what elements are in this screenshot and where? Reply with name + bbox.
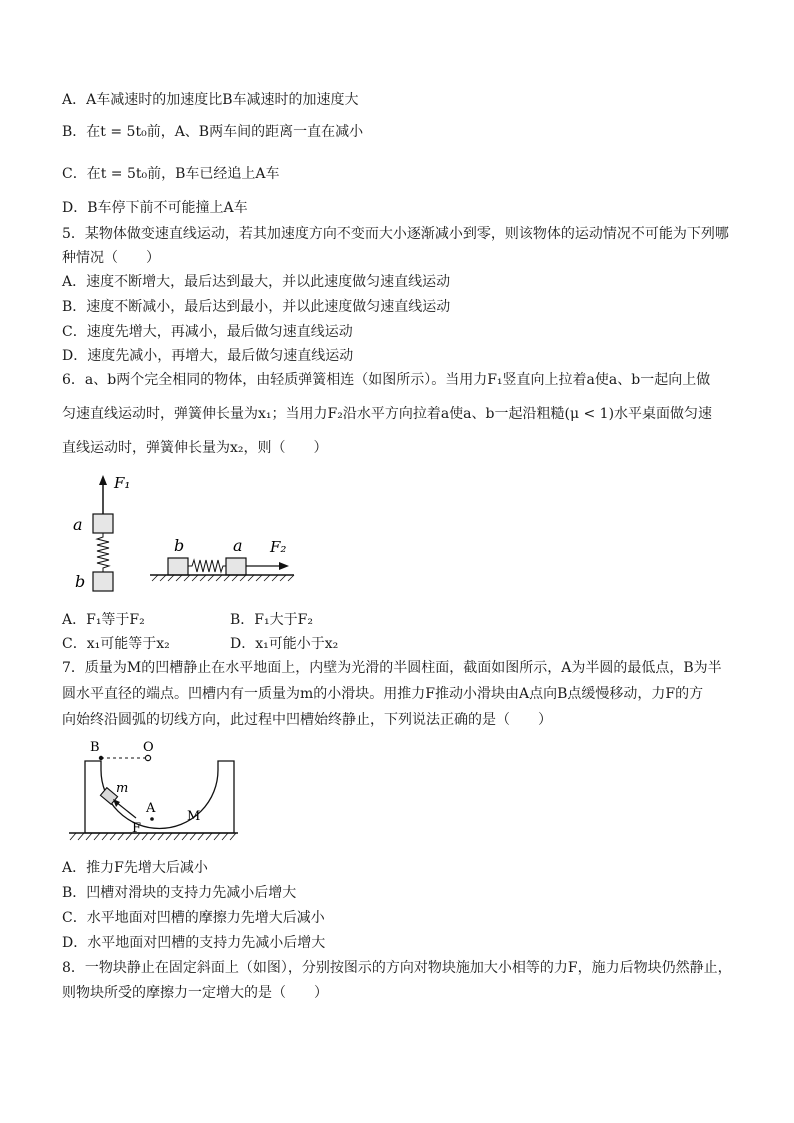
label-f: F — [132, 821, 142, 836]
q6-option-d: D．x₁可能小于x₂ — [230, 636, 339, 652]
q7-stem-line2: 圆水平直径的端点。凹槽内有一质量为m的小滑块。用推力F推动小滑块由A点向B点缓慢移动，力F的方 — [62, 686, 704, 702]
block-a-horizontal — [226, 558, 246, 575]
q6-option-a: A．F₁等于F₂ — [62, 612, 145, 628]
q5-option-b: B．速度不断减小，最后达到最小，并以此速度做匀速直线运动 — [62, 299, 451, 315]
q6-figure — [66, 470, 306, 596]
spring-vertical — [97, 533, 109, 572]
block-b-vertical — [93, 572, 113, 591]
q7-option-a: A．推力F先增大后减小 — [62, 860, 208, 876]
q5-stem-line2: 种情况（ ） — [62, 250, 160, 266]
label-a-vertical: a — [73, 515, 83, 534]
point-a — [150, 817, 154, 821]
q7-ground-hatching — [70, 833, 236, 840]
label-f1: F₁ — [114, 474, 131, 492]
label-b-vertical: b — [75, 572, 86, 591]
q6-option-b: B．F₁大于F₂ — [230, 612, 313, 628]
force-arrow-f — [116, 802, 136, 818]
label-f2: F₂ — [270, 538, 287, 556]
q6-stem-line2: 匀速直线运动时，弹簧伸长量为x₁；当用力F₂沿水平方向拉着a使a、b一起沿粗糙(μ < 1)水平桌面做匀速 — [62, 406, 713, 422]
q5-option-d: D．速度先减小，再增大，最后做匀速直线运动 — [62, 348, 354, 364]
q7-option-c: C．水平地面对凹槽的摩擦力先增大后减小 — [62, 910, 325, 926]
ground-hatching — [152, 575, 294, 581]
label-b: B — [90, 740, 100, 755]
q8-stem-line1: 8．一物块静止在固定斜面上（如图），分别按图示的方向对物块施加大小相等的力F，施力后物块仍然静止， — [62, 960, 732, 976]
q4-option-a: A．A车减速时的加速度比B车减速时的加速度大 — [62, 92, 359, 108]
block-a-vertical — [93, 514, 113, 533]
q6-option-c: C．x₁可能等于x₂ — [62, 636, 170, 652]
point-b — [99, 756, 103, 760]
q4-option-d: D．B车停下前不可能撞上A车 — [62, 200, 248, 216]
q7-option-b: B．凹槽对滑块的支持力先减小后增大 — [62, 885, 297, 901]
q6-stem-line3: 直线运动时，弹簧伸长量为x₂，则（ ） — [62, 440, 328, 456]
label-a: A — [146, 801, 156, 816]
label-big-m: M — [187, 809, 201, 824]
arrowhead-f1 — [99, 475, 107, 485]
q5-stem-line1: 5．某物体做变速直线运动，若其加速度方向不变而大小逐渐减小到零，则该物体的运动情况不可能为下列哪 — [62, 226, 729, 242]
label-a-horizontal: a — [233, 536, 243, 555]
q7-stem-line3: 向始终沿圆弧的切线方向，此过程中凹槽始终静止，下列说法正确的是（ ） — [62, 712, 552, 728]
label-o: O — [143, 740, 154, 755]
label-m: m — [116, 781, 129, 796]
arrowhead-f2 — [279, 562, 289, 570]
spring-horizontal — [188, 560, 226, 572]
arrowhead-f — [113, 799, 120, 807]
q7-stem-line1: 7．质量为M的凹槽静止在水平地面上，内壁为光滑的半圆柱面，截面如图所示，A为半圆的最低点，B为半 — [62, 660, 722, 676]
q4-option-b: B．在t = 5t₀前，A、B两车间的距离一直在减小 — [62, 124, 364, 140]
label-b-horizontal: b — [174, 536, 185, 555]
q8-stem-line2: 则物块所受的摩擦力一定增大的是（ ） — [62, 985, 328, 1001]
q4-option-c: C．在t = 5t₀前，B车已经追上A车 — [62, 166, 280, 182]
q5-option-c: C．速度先增大，再减小，最后做匀速直线运动 — [62, 324, 353, 340]
block-b-horizontal — [168, 558, 188, 575]
q5-option-a: A．速度不断增大，最后达到最大，并以此速度做匀速直线运动 — [62, 274, 451, 290]
q6-stem-line1: 6．a、b两个完全相同的物体，由轻质弹簧相连（如图所示）。当用力F₁竖直向上拉着a使a、b一起向上做 — [62, 372, 711, 388]
point-o — [145, 755, 150, 760]
q7-option-d: D．水平地面对凹槽的支持力先减小后增大 — [62, 935, 326, 951]
q7-figure — [66, 736, 246, 851]
